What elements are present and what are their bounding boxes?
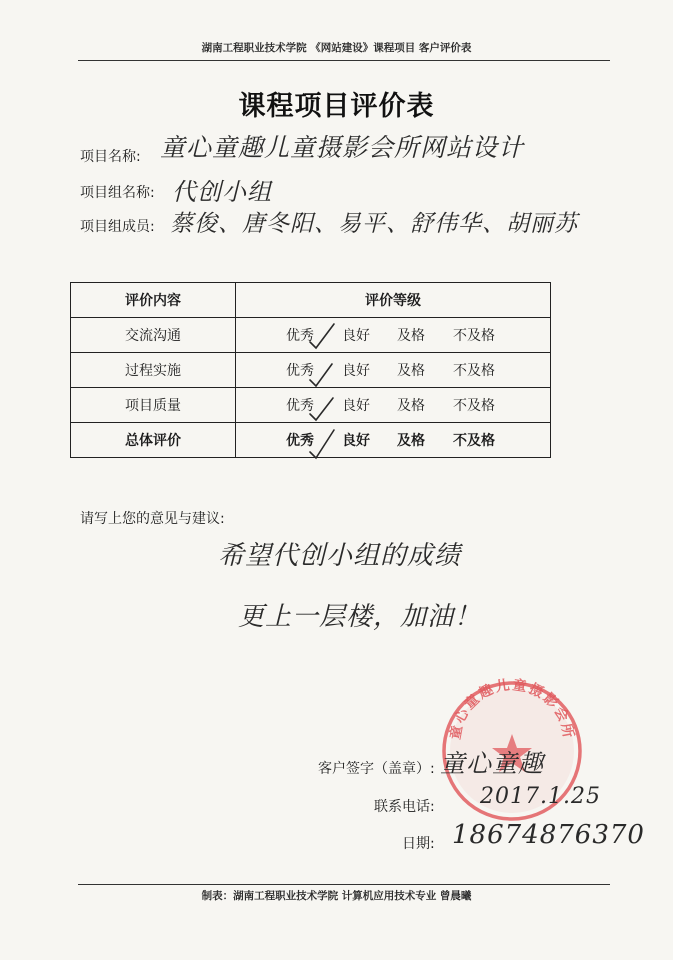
page-header: 湖南工程职业技术学院 《网站建设》课程项目 客户评价表: [201, 42, 472, 54]
check-mark-icon: [310, 324, 334, 348]
date-label: 日期:: [402, 836, 435, 852]
client-sign-label: 客户签字（盖章）:: [318, 761, 435, 777]
grade-option: 不及格: [453, 433, 495, 449]
suggestion-label: 请写上您的意见与建议:: [80, 511, 225, 527]
grade-option: 良好: [342, 328, 370, 344]
contact-label: 联系电话:: [374, 799, 435, 815]
grade-option: 优秀: [286, 363, 314, 379]
grade-option: 不及格: [453, 398, 495, 414]
grade-option: 及格: [397, 398, 425, 414]
group-name-handwriting: 代创小组: [172, 178, 272, 206]
grade-options-cell: [236, 388, 551, 423]
check-mark-icon: [310, 430, 334, 458]
criteria-cell: 项目质量: [71, 388, 236, 423]
suggestion-line-1: 希望代创小组的成绩: [218, 541, 462, 571]
grade-options-cell: [236, 353, 551, 388]
grade-options-cell: [236, 423, 551, 458]
project-name-label: 项目名称:: [80, 149, 141, 165]
criteria-cell: 过程实施: [71, 353, 236, 388]
grade-option: 优秀: [286, 328, 314, 344]
seal-text: 童心童趣儿童摄影会所: [447, 677, 577, 741]
grade-option: 优秀: [286, 433, 314, 449]
grade-option: 良好: [342, 398, 370, 414]
grade-option: 优秀: [286, 398, 314, 414]
client-signature: 童心童趣: [440, 749, 545, 778]
check-marks: [300, 312, 340, 462]
grade-option: 及格: [397, 433, 425, 449]
check-mark-icon: [310, 364, 332, 386]
header-grade: 评价等级: [236, 283, 551, 318]
header-criteria: 评价内容: [71, 283, 236, 318]
grade-option: 及格: [397, 328, 425, 344]
suggestion-line-2: 更上一层楼，加油！: [238, 602, 482, 632]
grade-option: 不及格: [453, 363, 495, 379]
grade-options-cell: [236, 318, 551, 353]
header-divider: [78, 60, 610, 61]
grade-option: 及格: [397, 363, 425, 379]
page-footer: 制表：湖南工程职业技术学院 计算机应用技术专业 曾晨曦: [201, 890, 472, 902]
criteria-cell: 总体评价: [71, 423, 236, 458]
grade-option: 良好: [342, 433, 370, 449]
handwritten-date: 2017.1.25: [480, 784, 601, 809]
project-name-handwriting: 童心童趣儿童摄影会所网站设计: [160, 133, 525, 162]
check-mark-icon: [310, 398, 333, 420]
members-handwriting: 蔡俊、唐冬阳、易平、舒伟华、胡丽苏: [170, 211, 578, 237]
grade-option: 不及格: [453, 328, 495, 344]
group-name-label: 项目组名称:: [80, 185, 155, 201]
members-label: 项目组成员:: [80, 219, 155, 235]
grade-option: 良好: [342, 363, 370, 379]
footer-divider: [78, 884, 610, 885]
form-title: 课程项目评价表: [238, 91, 435, 122]
criteria-cell: 交流沟通: [71, 318, 236, 353]
handwritten-phone: 18674876370: [452, 820, 645, 850]
